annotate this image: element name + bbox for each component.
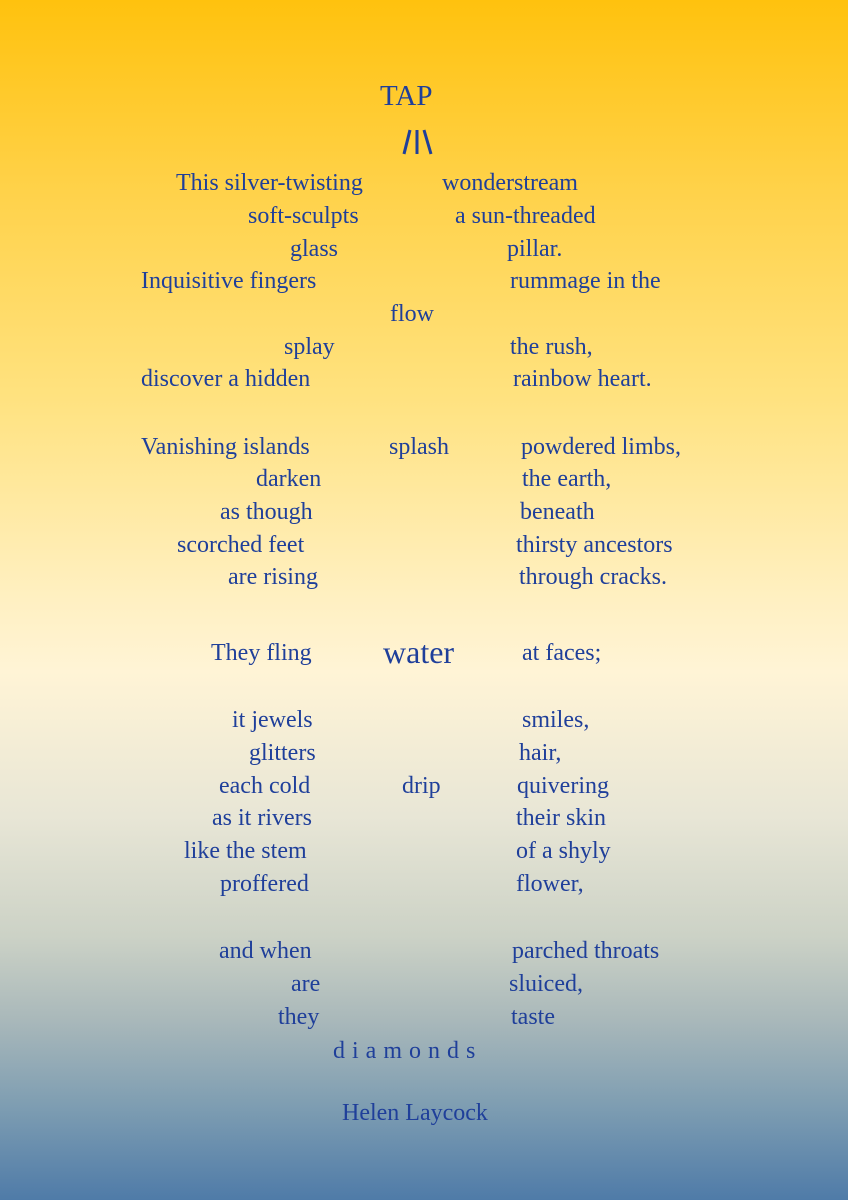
line-9-right: the earth,	[522, 466, 612, 492]
line-12-right: through cracks.	[519, 564, 667, 590]
line-20-left: and when	[219, 938, 312, 964]
line-8-left: Vanishing islands	[141, 434, 310, 460]
line-16-left: each cold	[219, 773, 311, 799]
line-5-center: flow	[390, 301, 434, 327]
author-name: Helen Laycock	[342, 1100, 488, 1126]
line-6-left: splay	[284, 334, 335, 360]
line-16-right: quivering	[517, 773, 609, 799]
line-13-left: They fling	[211, 640, 312, 666]
line-1-left: This silver-twisting	[176, 170, 363, 196]
line-2-left: soft-sculpts	[248, 203, 359, 229]
line-8-center: splash	[389, 434, 449, 460]
line-11-right: thirsty ancestors	[516, 532, 673, 558]
line-22-left: they	[278, 1004, 320, 1030]
line-13-right: at faces;	[522, 640, 602, 666]
final-word-diamonds: diamonds	[333, 1038, 483, 1064]
line-7-left: discover a hidden	[141, 366, 311, 392]
line-11-left: scorched feet	[177, 532, 305, 558]
line-13-center-water: water	[383, 634, 455, 670]
line-6-right: the rush,	[510, 334, 593, 360]
line-1-right: wonderstream	[442, 170, 578, 196]
line-14-right: smiles,	[522, 707, 590, 733]
poem-title: TAP	[380, 80, 433, 112]
line-7-right: rainbow heart.	[513, 366, 652, 392]
line-10-left: as though	[220, 499, 313, 525]
line-12-left: are rising	[228, 564, 318, 590]
line-15-left: glitters	[249, 740, 316, 766]
tap-water-icon	[395, 128, 439, 156]
line-10-right: beneath	[520, 499, 595, 525]
line-3-left: glass	[290, 236, 338, 262]
line-19-right: flower,	[516, 871, 584, 897]
line-17-right: their skin	[516, 805, 606, 831]
line-16-center: drip	[402, 773, 441, 799]
line-15-right: hair,	[519, 740, 562, 766]
line-21-right: sluiced,	[509, 971, 583, 997]
line-21-left: are	[291, 971, 321, 997]
line-20-right: parched throats	[512, 938, 660, 964]
line-9-left: darken	[256, 466, 322, 492]
line-8-right: powdered limbs,	[521, 434, 681, 460]
line-18-left: like the stem	[184, 838, 307, 864]
line-18-right: of a shyly	[516, 838, 611, 864]
line-4-left: Inquisitive fingers	[141, 268, 317, 294]
line-19-left: proffered	[220, 871, 309, 897]
line-4-right: rummage in the	[510, 268, 661, 294]
line-3-right: pillar.	[507, 236, 563, 262]
line-22-right: taste	[511, 1004, 555, 1030]
line-2-right: a sun-threaded	[455, 203, 596, 229]
line-17-left: as it rivers	[212, 805, 312, 831]
line-14-left: it jewels	[232, 707, 313, 733]
